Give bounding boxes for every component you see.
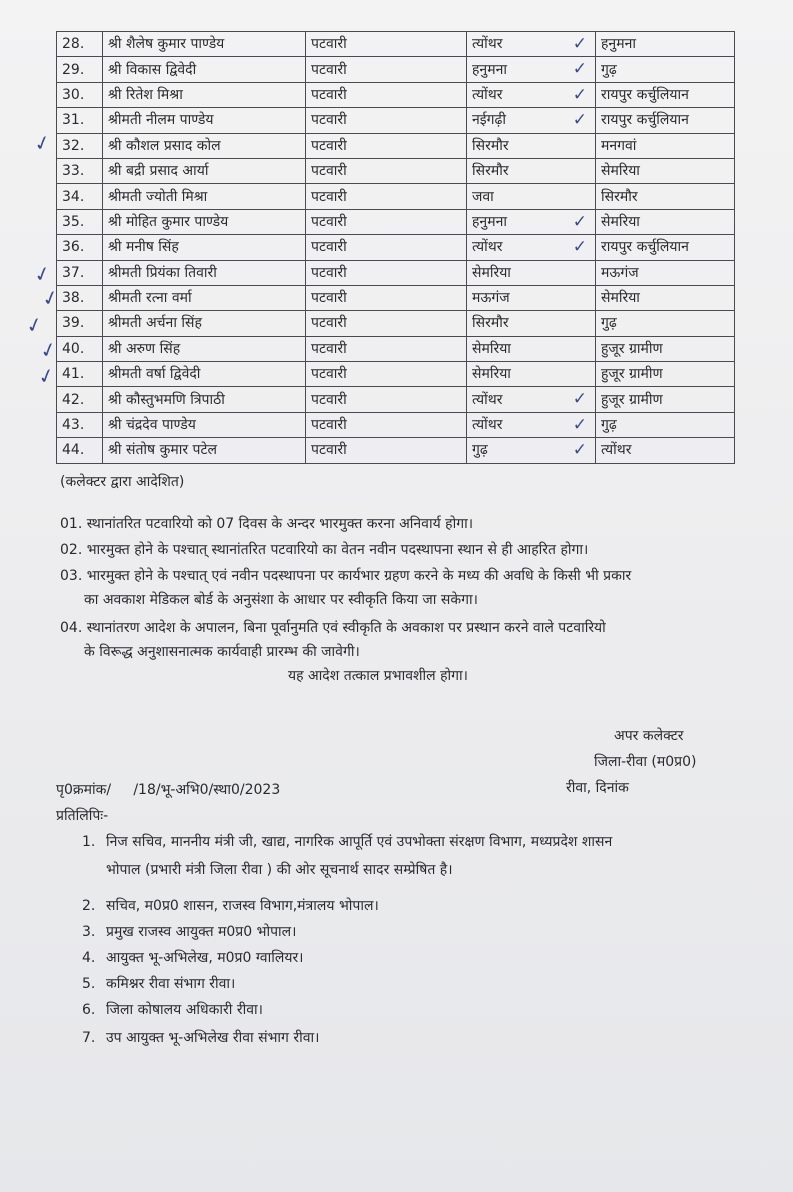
- new-posting-cell: [596, 133, 735, 158]
- cc-item: [82, 832, 612, 851]
- employee-name-cell: [103, 158, 306, 183]
- new-posting-cell-text: सेमरिया: [601, 163, 640, 180]
- employee-name-cell: [103, 184, 306, 209]
- cc-item: [82, 1028, 319, 1047]
- serial-number-cell: [57, 412, 103, 437]
- employee-name-cell-text: श्रीमती नीलम पाण्डेय: [108, 112, 214, 129]
- current-posting-cell: [467, 108, 596, 133]
- serial-number-cell: [57, 438, 103, 463]
- current-posting-cell-text: सिरमौर: [472, 137, 509, 154]
- cc-item: [82, 922, 296, 941]
- serial-number-cell: [57, 311, 103, 336]
- check-mark-icon: ✓: [572, 414, 587, 435]
- post-cell-text: पटवारी: [311, 315, 347, 332]
- serial-number-cell: [57, 133, 103, 158]
- employee-name-cell-text: श्री शैलेष कुमार पाण्डेय: [108, 36, 225, 53]
- serial-number-cell: [57, 57, 103, 82]
- employee-name-cell: [103, 336, 306, 361]
- current-posting-cell: [467, 184, 596, 209]
- post-cell-text: पटवारी: [311, 36, 347, 53]
- table-row: [57, 184, 735, 209]
- post-cell-text: पटवारी: [311, 442, 347, 459]
- employee-name-cell-text: श्रीमती रत्ना वर्मा: [108, 290, 192, 307]
- check-mark-icon: ✓: [572, 34, 587, 54]
- current-posting-cell-text: सेमरिया: [472, 264, 511, 281]
- new-posting-cell-text: हुजूर ग्रामीण: [601, 340, 663, 357]
- current-posting-cell: [467, 235, 596, 260]
- post-cell-text: पटवारी: [311, 340, 347, 357]
- check-mark-icon: ✓: [572, 440, 587, 461]
- margin-check-mark: ✓: [35, 362, 58, 390]
- cc-item-text: प्रमुख राजस्व आयुक्त म0प्र0 भोपाल।: [106, 924, 297, 940]
- employee-name-cell: [103, 133, 306, 158]
- employee-name-cell-text: श्रीमती प्रियंका तिवारी: [108, 264, 217, 281]
- new-posting-cell-text: हुजूर ग्रामीण: [601, 391, 663, 408]
- post-cell: [306, 311, 467, 336]
- table-row: [57, 32, 735, 57]
- order-note: (कलेक्टर द्वारा आदेशित): [60, 474, 185, 490]
- employee-name-cell: [103, 235, 306, 260]
- post-cell-text: पटवारी: [311, 239, 347, 256]
- margin-check-mark: ✓: [37, 336, 60, 364]
- post-cell: [306, 184, 467, 209]
- table-row: [57, 412, 735, 437]
- new-posting-cell: [596, 285, 735, 310]
- serial-number-cell-text: 39.: [62, 315, 85, 332]
- post-cell: [306, 32, 467, 57]
- check-mark-icon: ✓: [572, 110, 587, 131]
- cc-item-text: निज सचिव, माननीय मंत्री जी, खाद्य, नागरिक आपूर्ति एवं उपभोक्ता संरक्षण विभाग, मध्यप्रदेश शासन: [106, 834, 613, 850]
- employee-name-cell-text: श्री मनीष सिंह: [108, 239, 179, 256]
- new-posting-cell: [596, 387, 735, 412]
- post-cell: [306, 387, 467, 412]
- serial-number-cell: [57, 108, 103, 133]
- post-cell-text: पटवारी: [311, 112, 347, 129]
- new-posting-cell-text: सेमरिया: [601, 213, 640, 230]
- serial-number-cell: [57, 285, 103, 310]
- employee-name-cell-text: श्री रितेश मिश्रा: [108, 86, 183, 103]
- employee-name-cell: [103, 108, 306, 133]
- table-row: [57, 260, 735, 285]
- check-mark-icon: ✓: [572, 84, 587, 105]
- new-posting-cell: [596, 362, 735, 387]
- employee-name-cell: [103, 311, 306, 336]
- employee-name-cell: [103, 387, 306, 412]
- employee-name-cell: [103, 260, 306, 285]
- new-posting-cell: [596, 57, 735, 82]
- cc-item-text: कमिश्नर रीवा संभाग रीवा।: [106, 976, 236, 992]
- serial-number-cell-text: 28.: [62, 36, 85, 53]
- new-posting-cell-text: मनगवां: [601, 137, 637, 154]
- current-posting-cell: [467, 362, 596, 387]
- post-cell: [306, 336, 467, 361]
- current-posting-cell: [467, 387, 596, 412]
- post-cell: [306, 82, 467, 107]
- current-posting-cell-text: जवा: [472, 188, 494, 205]
- serial-number-cell: [57, 209, 103, 234]
- current-posting-cell: [467, 133, 596, 158]
- condition-1: 01. स्थानांतरित पटवारियो को 07 दिवस के अन्दर भारमुक्त करना अनिवार्य होगा।: [60, 516, 474, 532]
- current-posting-cell: [467, 311, 596, 336]
- current-posting-cell-text: त्योंथर: [472, 86, 503, 103]
- serial-number-cell-text: 37.: [62, 264, 85, 281]
- serial-number-cell-text: 36.: [62, 239, 85, 256]
- new-posting-cell-text: रायपुर कर्चुलियान: [601, 86, 689, 103]
- table-row: [57, 438, 735, 463]
- new-posting-cell: [596, 82, 735, 107]
- current-posting-cell-text: नईगढ़ी: [472, 112, 507, 129]
- employee-name-cell-text: श्री चंद्रदेव पाण्डेय: [108, 417, 196, 434]
- post-cell-text: पटवारी: [311, 391, 347, 408]
- current-posting-cell-text: सेमरिया: [472, 366, 511, 383]
- post-cell: [306, 158, 467, 183]
- current-posting-cell-text: त्योंथर: [472, 36, 503, 53]
- post-cell: [306, 209, 467, 234]
- table-row: [57, 311, 735, 336]
- post-cell: [306, 260, 467, 285]
- current-posting-cell: [467, 82, 596, 107]
- table-row: [57, 108, 735, 133]
- condition-3: 03. भारमुक्त होने के पश्चात् एवं नवीन पदस्थापना पर कार्यभार ग्रहण करने के मध्य की अवधि के किसी भी प्रकार: [60, 568, 632, 584]
- new-posting-cell-text: हनुमना: [601, 36, 636, 53]
- post-cell: [306, 108, 467, 133]
- current-posting-cell-text: त्योंथर: [472, 417, 503, 434]
- current-posting-cell: [467, 57, 596, 82]
- margin-check-mark: ✓: [23, 311, 46, 339]
- post-cell: [306, 235, 467, 260]
- new-posting-cell: [596, 32, 735, 57]
- serial-number-cell: [57, 387, 103, 412]
- employee-name-cell-text: श्री बद्री प्रसाद आर्या: [108, 163, 209, 180]
- post-cell-text: पटवारी: [311, 290, 347, 307]
- serial-number-cell: [57, 32, 103, 57]
- new-posting-cell: [596, 184, 735, 209]
- current-posting-cell: [467, 260, 596, 285]
- post-cell-text: पटवारी: [311, 366, 347, 383]
- effective-statement: यह आदेश तत्काल प्रभावशील होगा।: [288, 668, 468, 684]
- employee-name-cell-text: श्री मोहित कुमार पाण्डेय: [108, 213, 229, 230]
- post-cell: [306, 438, 467, 463]
- post-cell: [306, 57, 467, 82]
- table-row: [57, 82, 735, 107]
- cc-item: [82, 1000, 263, 1019]
- current-posting-cell: [467, 158, 596, 183]
- serial-number-cell-text: 38.: [62, 290, 85, 307]
- new-posting-cell: [596, 336, 735, 361]
- post-cell-text: पटवारी: [311, 213, 347, 230]
- current-posting-cell: [467, 412, 596, 437]
- post-cell: [306, 133, 467, 158]
- employee-name-cell: [103, 32, 306, 57]
- cc-item-text: जिला कोषालय अधिकारी रीवा।: [106, 1002, 263, 1018]
- cc-item: [82, 948, 303, 967]
- condition-4: 04. स्थानांतरण आदेश के अपालन, बिना पूर्वानुमति एवं स्वीकृति के अवकाश पर प्रस्थान करने वाले पटवारियो: [60, 620, 606, 636]
- post-cell-text: पटवारी: [311, 188, 347, 205]
- employee-name-cell-text: श्री विकास द्विवेदी: [108, 61, 197, 78]
- new-posting-cell-text: त्योंथर: [601, 442, 632, 459]
- table-row: [57, 158, 735, 183]
- condition-2: 02. भारमुक्त होने के पश्चात् स्थानांतरित पटवारियो का वेतन नवीन पदस्थापना स्थान से ही आहरित होगा।: [60, 542, 589, 558]
- serial-number-cell-text: 29.: [62, 61, 85, 78]
- new-posting-cell-text: गुढ़: [601, 417, 617, 434]
- serial-number-cell-text: 34.: [62, 188, 85, 205]
- serial-number-cell-text: 35.: [62, 213, 85, 230]
- cc-item-text: आयुक्त भू-अभिलेख, म0प्र0 ग्वालियर।: [106, 950, 304, 966]
- post-cell-text: पटवारी: [311, 61, 347, 78]
- table-row: [57, 362, 735, 387]
- serial-number-cell-text: 42.: [62, 391, 85, 408]
- serial-number-cell: [57, 158, 103, 183]
- cc-item-number: 7.: [82, 1030, 96, 1046]
- cc-item-text: उप आयुक्त भू-अभिलेख रीवा संभाग रीवा।: [106, 1030, 320, 1046]
- current-posting-cell-text: गुढ़: [472, 442, 488, 459]
- serial-number-cell-text: 44.: [62, 442, 85, 459]
- employee-name-cell-text: श्री कौस्तुभमणि त्रिपाठी: [108, 391, 225, 408]
- cc-item-number: 4.: [82, 950, 96, 966]
- post-cell-text: पटवारी: [311, 86, 347, 103]
- employee-name-cell-text: श्रीमती ज्योती मिश्रा: [108, 188, 208, 205]
- serial-number-cell-text: 31.: [62, 112, 85, 129]
- condition-4-continued: के विरूद्ध अनुशासनात्मक कार्यवाही प्रारम्भ की जावेगी।: [84, 644, 360, 660]
- table-row: [57, 133, 735, 158]
- new-posting-cell: [596, 108, 735, 133]
- new-posting-cell: [596, 412, 735, 437]
- new-posting-cell: [596, 209, 735, 234]
- reference-number: पृ0क्रमांक/ /18/भू-अभि0/स्था0/2023: [56, 782, 281, 798]
- new-posting-cell: [596, 235, 735, 260]
- check-mark-icon: ✓: [572, 237, 587, 258]
- new-posting-cell: [596, 311, 735, 336]
- serial-number-cell-text: 41.: [62, 366, 85, 383]
- new-posting-cell-text: मऊगंज: [601, 264, 639, 281]
- current-posting-cell-text: सिरमौर: [472, 163, 509, 180]
- current-posting-cell: [467, 285, 596, 310]
- margin-check-mark: ✓: [39, 284, 62, 312]
- table-row: [57, 387, 735, 412]
- table-row: [57, 209, 735, 234]
- employee-name-cell: [103, 362, 306, 387]
- new-posting-cell: [596, 158, 735, 183]
- post-cell-text: पटवारी: [311, 137, 347, 154]
- employee-name-cell: [103, 285, 306, 310]
- post-cell-text: पटवारी: [311, 163, 347, 180]
- current-posting-cell: [467, 336, 596, 361]
- current-posting-cell-text: सेमरिया: [472, 340, 511, 357]
- serial-number-cell: [57, 260, 103, 285]
- serial-number-cell: [57, 235, 103, 260]
- new-posting-cell: [596, 438, 735, 463]
- table-row: [57, 57, 735, 82]
- cc-item-number: 3.: [82, 924, 96, 940]
- current-posting-cell: [467, 438, 596, 463]
- post-cell: [306, 362, 467, 387]
- serial-number-cell-text: 32.: [62, 137, 85, 154]
- new-posting-cell-text: सिरमौर: [601, 188, 638, 205]
- current-posting-cell-text: हनुमना: [472, 213, 507, 230]
- employee-name-cell: [103, 209, 306, 234]
- serial-number-cell-text: 43.: [62, 417, 85, 434]
- post-cell: [306, 285, 467, 310]
- employee-name-cell-text: श्रीमती अर्चना सिंह: [108, 315, 202, 332]
- new-posting-cell-text: रायपुर कर्चुलियान: [601, 239, 689, 256]
- current-posting-cell-text: त्योंथर: [472, 391, 503, 408]
- cc-item: [82, 896, 379, 915]
- serial-number-cell: [57, 336, 103, 361]
- post-cell-text: पटवारी: [311, 264, 347, 281]
- cc-item-number: 2.: [82, 898, 96, 914]
- employee-name-cell: [103, 57, 306, 82]
- employee-name-cell-text: श्री कौशल प्रसाद कोल: [108, 137, 221, 154]
- check-mark-icon: ✓: [572, 389, 587, 410]
- employee-name-cell: [103, 82, 306, 107]
- table-row: [57, 235, 735, 260]
- cc-item-text: सचिव, म0प्र0 शासन, राजस्व विभाग,मंत्रालय भोपाल।: [106, 898, 379, 914]
- place-date: रीवा, दिनांक: [566, 780, 629, 796]
- cc-label: प्रतिलिपिः-: [56, 808, 109, 824]
- new-posting-cell-text: गुढ़: [601, 315, 617, 332]
- employee-name-cell-text: श्री संतोष कुमार पटेल: [108, 442, 218, 459]
- employee-name-cell: [103, 438, 306, 463]
- table-row: [57, 336, 735, 361]
- cc-item-continued: भोपाल (प्रभारी मंत्री जिला रीवा ) की ओर सूचनार्थ सादर सम्प्रेषित है।: [106, 862, 453, 878]
- transfer-table: [56, 31, 735, 464]
- current-posting-cell: [467, 32, 596, 57]
- new-posting-cell: [596, 260, 735, 285]
- current-posting-cell-text: हनुमना: [472, 61, 507, 78]
- condition-3-continued: का अवकाश मेडिकल बोर्ड के अनुसंशा के आधार पर स्वीकृति किया जा सकेगा।: [84, 592, 478, 608]
- serial-number-cell-text: 40.: [62, 340, 85, 357]
- cc-item-number: 5.: [82, 976, 96, 992]
- signatory-office: जिला-रीवा (म0प्र0): [594, 754, 697, 770]
- serial-number-cell-text: 33.: [62, 163, 85, 180]
- new-posting-cell-text: गुढ़: [601, 61, 617, 78]
- current-posting-cell-text: सिरमौर: [472, 315, 509, 332]
- new-posting-cell-text: हुजूर ग्रामीण: [601, 366, 663, 383]
- serial-number-cell: [57, 82, 103, 107]
- cc-item-number: 1.: [82, 834, 96, 850]
- employee-name-cell: [103, 412, 306, 437]
- current-posting-cell-text: मऊगंज: [472, 290, 510, 307]
- new-posting-cell-text: रायपुर कर्चुलियान: [601, 112, 689, 129]
- serial-number-cell: [57, 184, 103, 209]
- employee-name-cell-text: श्रीमती वर्षा द्विवेदी: [108, 366, 201, 383]
- margin-check-mark: ✓: [31, 129, 54, 157]
- check-mark-icon: ✓: [572, 59, 587, 80]
- serial-number-cell-text: 30.: [62, 86, 85, 103]
- post-cell: [306, 412, 467, 437]
- cc-item-number: 6.: [82, 1002, 96, 1018]
- margin-check-mark: ✓: [31, 260, 54, 288]
- signatory-designation: अपर कलेक्टर: [614, 728, 684, 744]
- table-row: [57, 285, 735, 310]
- post-cell-text: पटवारी: [311, 417, 347, 434]
- check-mark-icon: ✓: [572, 211, 587, 232]
- current-posting-cell-text: त्योंथर: [472, 239, 503, 256]
- serial-number-cell: [57, 362, 103, 387]
- new-posting-cell-text: सेमरिया: [601, 290, 640, 307]
- current-posting-cell: [467, 209, 596, 234]
- cc-item: [82, 974, 235, 993]
- employee-name-cell-text: श्री अरुण सिंह: [108, 340, 181, 357]
